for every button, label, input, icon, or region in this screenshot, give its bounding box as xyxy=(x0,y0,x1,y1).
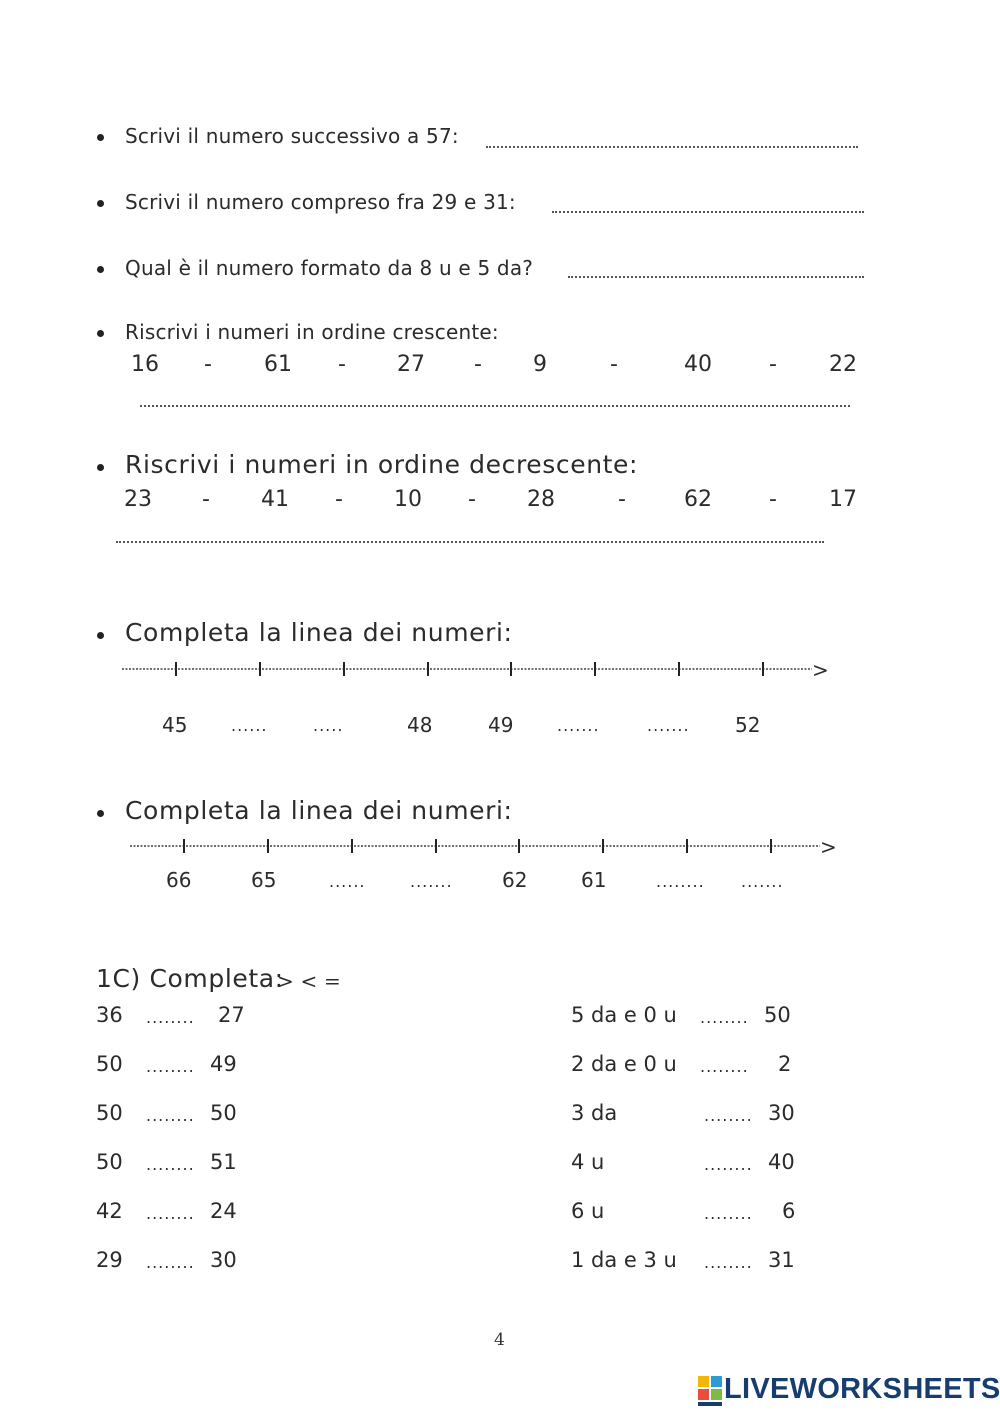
question-number-line-2: Completa la linea dei numeri: xyxy=(125,796,513,825)
number-separator: - xyxy=(769,352,777,377)
number-line-blank[interactable]: ....... xyxy=(741,872,784,891)
number-line-label: 61 xyxy=(581,868,607,892)
number-item: 16 xyxy=(131,352,159,377)
logo-text: LIVEWORKSHEETS xyxy=(724,1373,1000,1405)
number-line-label: 62 xyxy=(502,868,528,892)
compare-left-b: 30 xyxy=(210,1248,237,1272)
question-crescente: Riscrivi i numeri in ordine crescente: xyxy=(125,320,499,344)
bullet xyxy=(97,200,104,207)
question-successivo: Scrivi il numero successivo a 57: xyxy=(125,124,459,148)
number-item: 9 xyxy=(533,352,547,377)
question-formato: Qual è il numero formato da 8 u e 5 da? xyxy=(125,256,534,280)
compare-right-a: 1 da e 3 u xyxy=(571,1248,677,1272)
compare-right-a: 2 da e 0 u xyxy=(571,1052,677,1076)
number-separator: - xyxy=(335,487,343,512)
number-separator: - xyxy=(338,352,346,377)
logo-mark-icon xyxy=(698,1376,722,1406)
compare-left-a: 50 xyxy=(96,1101,123,1125)
compare-left-b: 49 xyxy=(210,1052,237,1076)
question-number-line-1: Completa la linea dei numeri: xyxy=(125,618,513,647)
compare-blank[interactable]: ........ xyxy=(146,1008,195,1027)
number-separator: - xyxy=(769,487,777,512)
number-separator: - xyxy=(202,487,210,512)
number-separator: - xyxy=(610,352,618,377)
bullet xyxy=(97,632,104,639)
bullet xyxy=(97,810,104,817)
compare-blank[interactable]: ........ xyxy=(700,1057,749,1076)
bullet xyxy=(97,330,104,337)
compare-blank[interactable]: ........ xyxy=(146,1106,195,1125)
compare-right-a: 6 u xyxy=(571,1199,605,1223)
bullet xyxy=(97,134,104,141)
compare-right-b: 31 xyxy=(768,1248,795,1272)
compare-blank[interactable]: ........ xyxy=(700,1008,749,1027)
number-line-blank[interactable]: ...... xyxy=(329,872,366,891)
number-item: 10 xyxy=(394,487,422,512)
question-compreso: Scrivi il numero compreso fra 29 e 31: xyxy=(125,190,516,214)
number-line-blank[interactable]: ..... xyxy=(313,716,344,735)
compare-blank[interactable]: ........ xyxy=(146,1253,195,1272)
compare-left-a: 42 xyxy=(96,1199,123,1223)
number-item: 62 xyxy=(684,487,712,512)
compare-left-b: 27 xyxy=(218,1003,245,1027)
bullet xyxy=(97,266,104,273)
question-decrescente: Riscrivi i numeri in ordine decrescente: xyxy=(125,450,639,479)
number-line-blank[interactable]: ....... xyxy=(557,716,600,735)
compare-blank[interactable]: ........ xyxy=(146,1155,195,1174)
compare-left-a: 50 xyxy=(96,1150,123,1174)
number-separator: - xyxy=(204,352,212,377)
compare-right-a: 3 da xyxy=(571,1101,618,1125)
compare-blank[interactable]: ........ xyxy=(704,1155,753,1174)
number-line-blank[interactable]: ...... xyxy=(231,716,268,735)
compare-blank[interactable]: ........ xyxy=(704,1253,753,1272)
number-line-label: 52 xyxy=(735,713,761,737)
number-item: 17 xyxy=(829,487,857,512)
compare-left-a: 29 xyxy=(96,1248,123,1272)
number-separator: - xyxy=(618,487,626,512)
number-item: 61 xyxy=(264,352,292,377)
answer-line-decrescente[interactable] xyxy=(116,541,824,543)
compare-right-b: 6 xyxy=(782,1199,796,1223)
compare-right-b: 2 xyxy=(778,1052,792,1076)
number-separator: - xyxy=(474,352,482,377)
answer-line-crescente[interactable] xyxy=(140,405,850,407)
page-number: 4 xyxy=(494,1330,505,1350)
compare-right-b: 40 xyxy=(768,1150,795,1174)
compare-left-b: 51 xyxy=(210,1150,237,1174)
compare-blank[interactable]: ........ xyxy=(704,1106,753,1125)
number-line-blank[interactable]: ....... xyxy=(410,872,453,891)
arrow-head: > xyxy=(820,835,837,859)
answer-line-compreso[interactable] xyxy=(552,211,864,213)
compare-left-a: 36 xyxy=(96,1003,123,1027)
number-item: 41 xyxy=(261,487,289,512)
number-item: 27 xyxy=(397,352,425,377)
compare-blank[interactable]: ........ xyxy=(146,1057,195,1076)
number-separator: - xyxy=(468,487,476,512)
answer-line-formato[interactable] xyxy=(568,276,864,278)
number-line-2 xyxy=(130,835,850,859)
compare-left-a: 50 xyxy=(96,1052,123,1076)
compare-right-b: 50 xyxy=(764,1003,791,1027)
compare-right-a: 4 u xyxy=(571,1150,605,1174)
compare-blank[interactable]: ........ xyxy=(704,1204,753,1223)
compare-left-b: 50 xyxy=(210,1101,237,1125)
number-line-label: 66 xyxy=(166,868,192,892)
compare-right-b: 30 xyxy=(768,1101,795,1125)
bullet xyxy=(97,464,104,471)
compare-right-a: 5 da e 0 u xyxy=(571,1003,677,1027)
number-line-label: 45 xyxy=(162,713,188,737)
number-line-blank[interactable]: ........ xyxy=(656,872,705,891)
number-line-1 xyxy=(122,658,842,682)
number-item: 23 xyxy=(124,487,152,512)
number-line-label: 48 xyxy=(407,713,433,737)
number-line-label: 65 xyxy=(251,868,277,892)
number-line-label: 49 xyxy=(488,713,514,737)
number-item: 22 xyxy=(829,352,857,377)
compare-title: 1C) Completa: xyxy=(96,964,284,993)
answer-line-successivo[interactable] xyxy=(486,146,858,148)
compare-symbols: > < = xyxy=(277,969,341,993)
compare-left-b: 24 xyxy=(210,1199,237,1223)
arrow-head: > xyxy=(812,658,829,682)
number-item: 40 xyxy=(684,352,712,377)
compare-blank[interactable]: ........ xyxy=(146,1204,195,1223)
number-item: 28 xyxy=(527,487,555,512)
number-line-blank[interactable]: ....... xyxy=(647,716,690,735)
